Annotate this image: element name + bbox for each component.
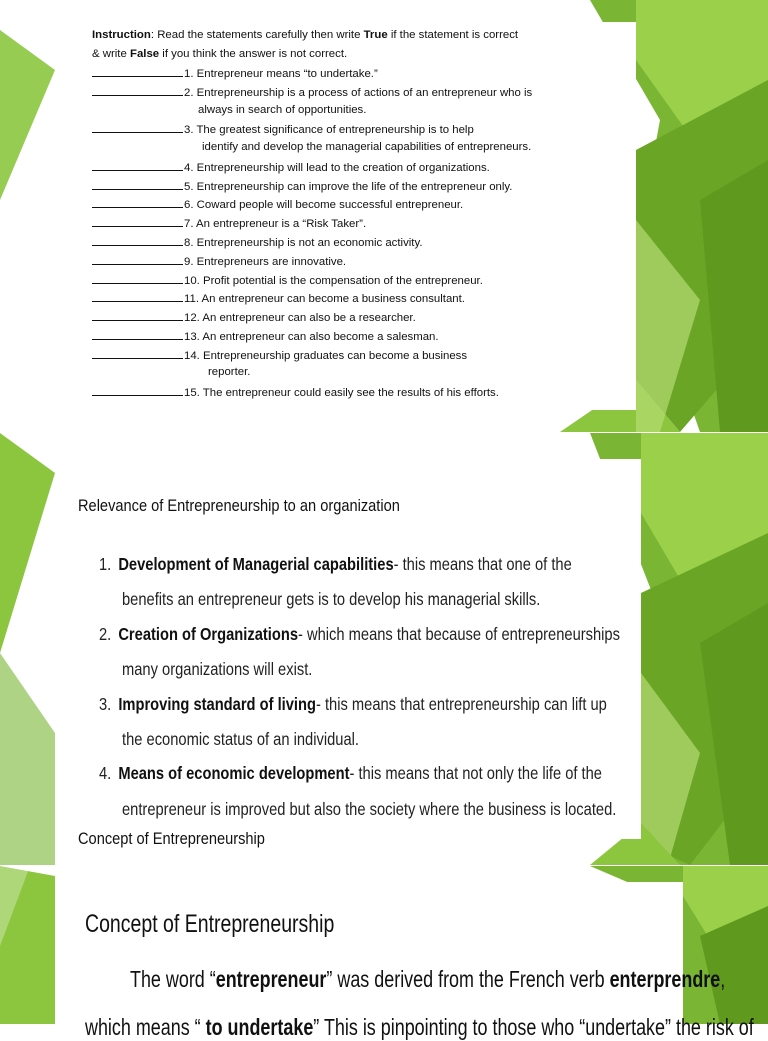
text-part: which means “: [85, 1014, 206, 1040]
answer-blank[interactable]: [92, 385, 183, 396]
slide-concept: [0, 866, 768, 1040]
list-item: [99, 554, 572, 575]
section-title: Concept of Entrepreneurship: [85, 910, 335, 938]
instruction-text: [92, 26, 632, 64]
text-part: The word “: [130, 966, 216, 992]
item-text: 2. Entrepreneurship is a process of actions of an entrepreneur who is: [184, 87, 533, 99]
answer-blank[interactable]: [92, 235, 183, 246]
quiz-item: [92, 85, 532, 99]
item-text: 10. Profit potential is the compensation of the entrepreneur.: [184, 275, 483, 287]
item-text: - this means that not only the life of the: [349, 763, 602, 783]
concept-line-1: [130, 966, 725, 993]
term-enterprendre: enterprendre: [609, 966, 721, 992]
instruction-part: if you think the answer is not correct.: [159, 48, 348, 60]
text-part: ” This is pinpointing to those who “undertake” the risk of: [313, 1014, 754, 1040]
list-item: [99, 694, 607, 715]
item-text: 11. An entrepreneur can become a business consultant.: [184, 293, 465, 305]
answer-blank[interactable]: [92, 85, 183, 96]
answer-blank[interactable]: [92, 66, 183, 77]
item-text: 4. Entrepreneurship will lead to the creation of organizations.: [184, 162, 490, 174]
quiz-item: [92, 273, 483, 287]
item-continuation: many organizations will exist.: [122, 659, 313, 679]
answer-blank[interactable]: [92, 291, 183, 302]
item-number: 2.: [99, 624, 112, 644]
cut-off-heading: Concept of Entrepreneurship: [78, 829, 265, 848]
term-entrepreneur: entrepreneur: [215, 966, 327, 992]
item-text: 12. An entrepreneur can also be a researcher.: [184, 312, 416, 324]
quiz-panel: [55, 22, 636, 410]
item-continuation: identify and develop the managerial capabilities of entrepreneurs.: [202, 141, 532, 153]
quiz-item: [92, 197, 463, 211]
answer-blank[interactable]: [92, 179, 183, 190]
concept-line-2: [85, 1014, 754, 1041]
slide-true-false: [0, 0, 768, 432]
quiz-item: [92, 216, 366, 230]
item-heading: Creation of Organizations: [118, 624, 299, 644]
instruction-lead: Instruction: [92, 29, 151, 41]
quiz-item: [92, 291, 465, 305]
quiz-item: [92, 329, 439, 343]
item-heading: Improving standard of living: [118, 694, 316, 714]
text-part: ” was derived from the French verb: [326, 966, 610, 992]
quiz-item: [92, 254, 346, 268]
instruction-part: : Read the statements carefully then write: [150, 29, 364, 41]
quiz-item: [92, 179, 512, 193]
item-continuation: benefits an entrepreneur gets is to develop his managerial skills.: [122, 589, 541, 609]
item-text: 14. Entrepreneurship graduates can become a business: [184, 350, 468, 362]
list-item: [99, 624, 620, 645]
quiz-item: [92, 310, 416, 324]
false-word: False: [129, 48, 160, 60]
item-text: 1. Entrepreneur means “to undertake.”: [184, 68, 378, 80]
item-text: - this means that one of the: [393, 554, 572, 574]
slide-relevance: [0, 433, 768, 865]
item-text: 13. An entrepreneur can also become a salesman.: [184, 331, 439, 343]
item-text: 3. The greatest significance of entrepreneurship is to help: [184, 124, 474, 136]
item-text: 7. An entrepreneur is a “Risk Taker”.: [184, 218, 367, 230]
item-text: 15. The entrepreneur could easily see the results of his efforts.: [184, 387, 499, 399]
answer-blank[interactable]: [92, 197, 183, 208]
item-continuation: always in search of opportunities.: [198, 104, 367, 116]
quiz-item: [92, 348, 467, 362]
quiz-item: [92, 122, 474, 136]
quiz-item: [92, 160, 490, 174]
item-heading: Development of Managerial capabilities: [118, 554, 394, 574]
answer-blank[interactable]: [92, 329, 183, 340]
quiz-item: [92, 235, 422, 249]
answer-blank[interactable]: [92, 160, 183, 171]
item-text: 8. Entrepreneurship is not an economic activity.: [184, 237, 423, 249]
list-item: [99, 763, 602, 784]
true-word: True: [363, 29, 388, 41]
item-text: 9. Entrepreneurs are innovative.: [184, 256, 347, 268]
answer-blank[interactable]: [92, 254, 183, 265]
item-number: 4.: [99, 763, 112, 783]
answer-blank[interactable]: [92, 310, 183, 321]
item-continuation: reporter.: [208, 366, 251, 378]
item-text: - which means that because of entrepreneurships: [298, 624, 620, 644]
section-title: Relevance of Entrepreneurship to an organization: [78, 496, 400, 515]
answer-blank[interactable]: [92, 273, 183, 284]
item-number: 1.: [99, 554, 112, 574]
concept-panel: [55, 882, 754, 1040]
item-continuation: entrepreneur is improved but also the society where the business is located.: [122, 799, 617, 819]
quiz-item: [92, 66, 378, 80]
answer-blank[interactable]: [92, 348, 183, 359]
item-heading: Means of economic development: [118, 763, 350, 783]
quiz-item: [92, 385, 499, 399]
item-text: - this means that entrepreneurship can lift up: [315, 694, 607, 714]
item-text: 5. Entrepreneurship can improve the life of the entrepreneur only.: [184, 181, 513, 193]
item-number: 3.: [99, 694, 112, 714]
instruction-part: & write: [92, 48, 130, 60]
answer-blank[interactable]: [92, 122, 183, 133]
instruction-part: if the statement is correct: [387, 29, 519, 41]
relevance-panel: [55, 459, 641, 848]
answer-blank[interactable]: [92, 216, 183, 227]
term-undertake: to undertake: [205, 1014, 314, 1040]
item-continuation: the economic status of an individual.: [122, 729, 359, 749]
text-part: ,: [720, 966, 726, 992]
item-text: 6. Coward people will become successful entrepreneur.: [184, 199, 464, 211]
